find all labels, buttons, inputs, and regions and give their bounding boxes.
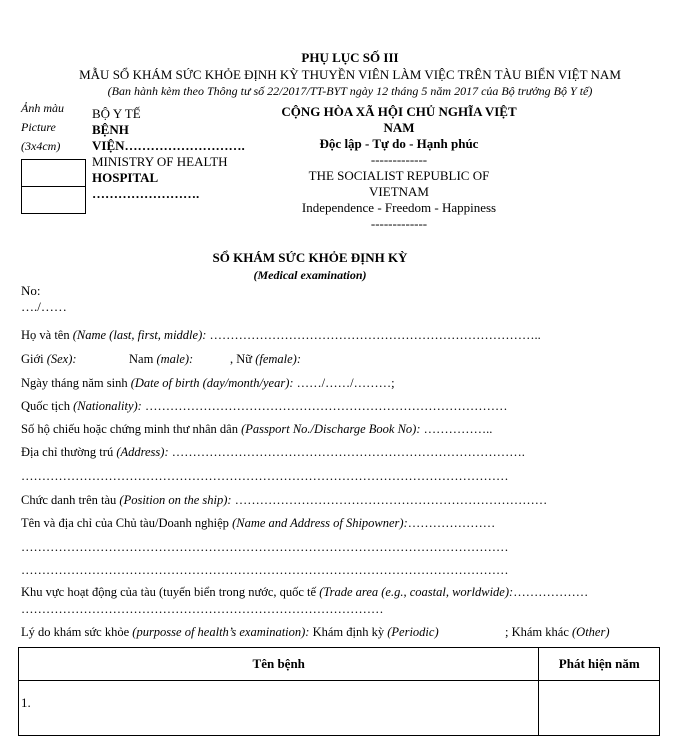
form-subtitle: (Ban hành kèm theo Thông tư số 22/2017/TT-BYT ngày 12 tháng 5 năm 2017 của Bộ trưởng Bộ Y tế) [107, 84, 593, 98]
dob-dots: ……/……/………; [293, 376, 395, 390]
nationality-label-en: (Nationality): [73, 399, 142, 413]
male-label-en: (male): [156, 352, 194, 366]
trade-area-field[interactable] [21, 585, 588, 600]
trade-area-dots: ……………… [513, 585, 589, 599]
nationality-field[interactable] [21, 399, 507, 414]
female-option[interactable] [230, 352, 301, 367]
sex-label: Giới [21, 352, 47, 366]
number-label: No: [21, 283, 41, 298]
hospital-en-dots: ……………………. [92, 186, 200, 201]
periodic-label: Khám định kỳ [309, 625, 388, 639]
column-header-disease: Tên bệnh [19, 648, 539, 681]
table-header-row [19, 648, 660, 681]
name-label: Họ và tên [21, 328, 73, 342]
trade-area-dots-line2: …………………………………………………………………………… [21, 602, 384, 616]
motto-en: Independence - Freedom - Happiness [301, 200, 497, 215]
republic-vi-line1: CỘNG HÒA XÃ HỘI CHỦ NGHĨA VIỆT [281, 104, 517, 119]
shipowner-dots-line2: ……………………………………………………………………………………………………… [21, 540, 509, 554]
row-year-cell[interactable] [539, 681, 660, 736]
other-label: ; Khám khác [505, 625, 572, 639]
female-label-en: (female): [255, 352, 301, 366]
male-option[interactable] [129, 352, 193, 367]
other-label-en: (Other) [572, 625, 610, 639]
form-title: MẪU SỔ KHÁM SỨC KHỎE ĐỊNH KỲ THUYỀN VIÊN LÀM VIỆC TRÊN TÀU BIỂN VIỆT NAM [79, 67, 621, 82]
republic-en-line2: VIETNAM [369, 184, 429, 199]
passport-label: Số hộ chiếu hoặc chứng minh thư nhân dân [21, 422, 242, 436]
address-label-en: (Address): [116, 445, 169, 459]
shipowner-field-line2[interactable] [21, 540, 509, 555]
passport-field[interactable] [21, 422, 492, 437]
nationality-dots: …………………………………………………………………………… [141, 399, 508, 413]
org-block [92, 106, 245, 202]
nationality-label: Quốc tịch [21, 399, 74, 413]
motto-vi: Độc lập - Tự do - Hạnh phúc [319, 136, 479, 151]
dob-label-en: (Date of birth (day/month/year): [130, 376, 294, 390]
exam-title: SỔ KHÁM SỨC KHỎE ĐỊNH KỲ [212, 250, 408, 265]
number-value: …./…… [21, 299, 67, 314]
passport-label-en: (Passport No./Discharge Book No): [241, 422, 421, 436]
number-block [21, 283, 67, 315]
row-index[interactable]: 1. [19, 681, 539, 736]
column-header-year: Phát hiện năm [539, 648, 660, 681]
dob-field[interactable] [21, 376, 395, 391]
separator-2: ------------- [370, 216, 428, 231]
ministry-vi: BỘ Y TẾ [92, 106, 141, 121]
address-dots-line2: ……………………………………………………………………………………………………… [21, 469, 509, 483]
photo-box-top [21, 159, 86, 187]
disease-history-table [18, 647, 660, 736]
republic-vi-line2: NAM [383, 120, 415, 135]
reason-label: Lý do khám sức khỏe [21, 625, 133, 639]
photo-size: (3x4cm) [21, 139, 61, 153]
other-reason-option[interactable] [505, 625, 610, 640]
address-dots: …………………………………………………………………………. [168, 445, 525, 459]
photo-label [21, 99, 64, 156]
address-field-line2[interactable] [21, 469, 509, 484]
name-label-en: (Name (last, first, middle): [72, 328, 207, 342]
female-label: , Nữ [230, 352, 256, 366]
photo-label-vi: Ảnh màu [21, 101, 64, 115]
name-field[interactable] [21, 328, 541, 343]
position-field[interactable] [21, 493, 547, 508]
reason-field[interactable] [21, 625, 439, 640]
address-field[interactable] [21, 445, 525, 460]
position-label-en: (Position on the ship): [119, 493, 232, 507]
photo-box-bottom [21, 186, 86, 214]
male-label: Nam [129, 352, 157, 366]
reason-label-en: (purposse of health’s examination): [132, 625, 310, 639]
photo-label-en: Picture [21, 120, 56, 134]
hospital-vi-line2: VIỆN………………………. [92, 138, 245, 153]
annex-title: PHỤ LỤC SỐ III [301, 50, 399, 65]
hospital-en: HOSPITAL [92, 170, 159, 185]
position-label: Chức danh trên tàu [21, 493, 120, 507]
separator-1: ------------- [370, 152, 428, 167]
shipowner-field[interactable] [21, 516, 495, 531]
trade-area-label: Khu vực hoạt động của tàu (tuyến biển trong nước, quốc tế [21, 585, 320, 599]
periodic-label-en: (Periodic) [387, 625, 439, 639]
shipowner-field-line3[interactable] [21, 563, 509, 578]
address-label: Địa chỉ thường trú [21, 445, 117, 459]
shipowner-dots-line3: ……………………………………………………………………………………………………… [21, 563, 509, 577]
hospital-vi-line1: BỆNH [92, 122, 129, 137]
sex-label-en: (Sex): [46, 352, 77, 366]
table-row[interactable] [19, 681, 660, 736]
dob-label: Ngày tháng năm sinh [21, 376, 131, 390]
trade-area-label-en: (Trade area (e.g., coastal, worldwide): [319, 585, 514, 599]
shipowner-dots: ………………… [407, 516, 496, 530]
shipowner-label: Tên và địa chỉ của Chủ tàu/Doanh nghiệp [21, 516, 233, 530]
shipowner-label-en: (Name and Address of Shipowner): [232, 516, 408, 530]
sex-field[interactable] [21, 352, 77, 367]
trade-area-field-line2[interactable] [21, 602, 384, 617]
ministry-en: MINISTRY OF HEALTH [92, 154, 228, 169]
name-dots: …………………………………………………………………….. [206, 328, 541, 342]
national-motto [268, 104, 530, 232]
republic-en-line1: THE SOCIALIST REPUBLIC OF [308, 168, 490, 183]
passport-dots: …………….. [420, 422, 493, 436]
exam-subtitle: (Medical examination) [253, 268, 367, 282]
position-dots: ………………………………………………………………… [231, 493, 548, 507]
